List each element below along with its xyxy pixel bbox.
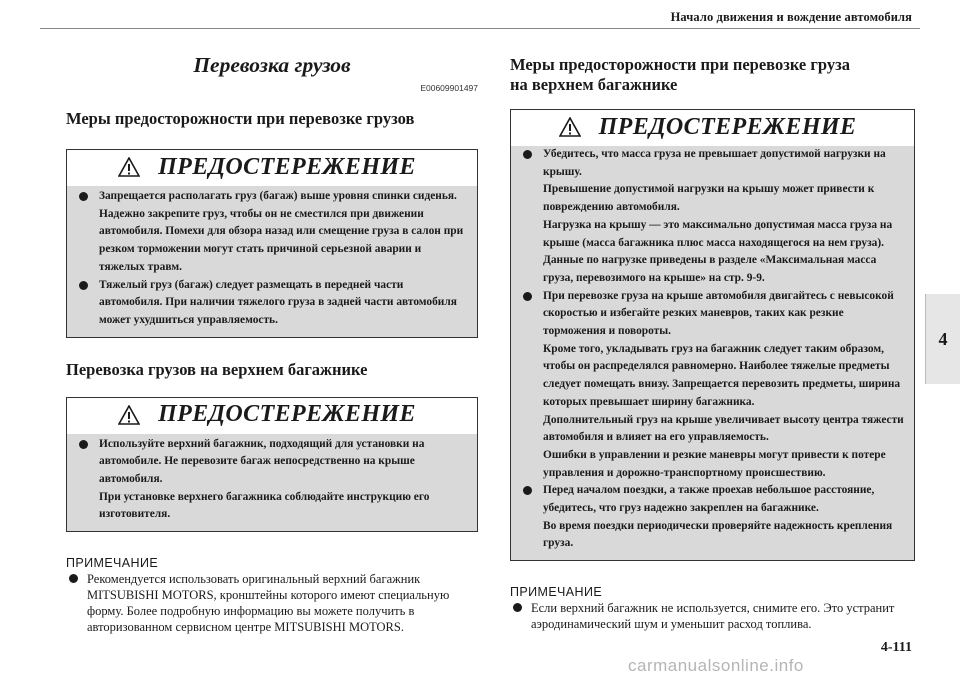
note-block (66, 556, 478, 635)
note-item (66, 571, 478, 635)
page-number: 4-111 (880, 640, 912, 655)
warning-bullet (521, 482, 904, 553)
right-column (510, 55, 915, 632)
warning-header (57, 398, 477, 434)
chapter-tab[interactable]: 4 (925, 294, 960, 384)
watermark: carmanualsonline.info (628, 656, 804, 675)
warning-body (67, 434, 477, 532)
warning-bullet (77, 436, 467, 525)
document-code: E00609901497 (420, 83, 478, 93)
warning-text: Убедитесь, что масса груза не превышает допустимой нагрузки на крышу. (543, 148, 886, 178)
section-heading-line: Меры предосторожности при перевозке груза (510, 55, 850, 74)
note-label: ПРИМЕЧАНИЕ (510, 585, 603, 600)
warning-text: Данные по нагрузке приведены в разделе «Максимальная масса груза, перевозимого на крыше» на стр. 9-9. (543, 254, 877, 284)
warning-text: При установке верхнего багажника соблюдайте инструкцию его изготовителя. (99, 490, 430, 521)
warning-text: Перед началом поездки, а также проехав небольшое расстояние, убедитесь, что груз надежно закреплен на багажнике. (543, 484, 875, 515)
warning-text: Превышение допустимой нагрузки на крышу может привести к повреждению автомобиля. (543, 183, 875, 214)
warning-triangle-icon (559, 117, 581, 137)
warning-bullet-text (543, 288, 904, 483)
warning-header (501, 110, 914, 146)
warning-box-roof-load (510, 109, 915, 561)
left-column (66, 50, 478, 635)
warning-bullet-text (543, 146, 904, 288)
warning-header (57, 150, 477, 186)
page-title: Перевозка грузов (193, 53, 351, 77)
warning-triangle-icon (118, 405, 140, 425)
warning-text: Тяжелый груз (багаж) следует размещать в передней части автомобиля. При наличии тяжелого груза в задней части автомобиля может ухудшиться управляемость. (99, 278, 457, 326)
bullet-dot (523, 486, 532, 495)
warning-heading: ПРЕДОСТЕРЕЖЕНИЕ (158, 401, 416, 428)
warning-heading: ПРЕДОСТЕРЕЖЕНИЕ (598, 113, 857, 140)
warning-text: Ошибки в управлении и резкие маневры могут привести к потере управления и дорожно-транспортному происшествию. (543, 448, 886, 479)
note-item (510, 600, 915, 632)
section-heading-roof-rack: Перевозка грузов на верхнем багажнике (66, 359, 368, 379)
chapter-header: Начало движения и вождение автомобиля (670, 10, 912, 24)
section-heading-precautions: Меры предосторожности при перевозке грузов (66, 109, 415, 128)
warning-text: Нагрузка на крышу — это максимально допустимая масса груза на крыше (масса багажника плюс масса находящегося на нем груза). (543, 218, 893, 249)
section-heading-line: на верхнем багажнике (510, 75, 678, 94)
warning-box-cargo (66, 149, 478, 338)
warning-text: Дополнительный груз на крыше увеличивает высоту центра тяжести автомобиля и влияет на его управляемость. (543, 413, 904, 444)
warning-body (67, 186, 477, 337)
bullet-dot (523, 292, 532, 301)
warning-box-roof-rack (66, 397, 478, 533)
bullet-dot (69, 574, 78, 583)
note-block (510, 585, 915, 632)
warning-text: При перевозке груза на крыше автомобиля двигайтесь с невысокой скоростью и избегайте резких маневров, таких как резкие торможения и повороты. (543, 289, 894, 338)
warning-bullet (77, 188, 467, 277)
note-label: ПРИМЕЧАНИЕ (66, 556, 159, 571)
warning-text: Запрещается располагать груз (багаж) выше уровня спинки сиденья. Надежно закрепите груз, чтобы он не сместился при движении автомобиля. Помехи для обзора назад или смещение груза в салон при резком торможении могут стать причиной серьезной аварии и тяжелых травм. (99, 190, 464, 273)
bullet-dot (523, 150, 532, 159)
warning-bullet (521, 146, 904, 288)
warning-text: Во время поездки периодически проверяйте надежность крепления груза. (543, 519, 893, 550)
warning-bullet (77, 277, 467, 330)
warning-text: Используйте верхний багажник, подходящий для установки на автомобиле. Не перевозите багаж непосредственно на крыше автомобиля. (99, 437, 425, 486)
bullet-dot (79, 192, 88, 201)
note-text: Рекомендуется использовать оригинальный верхний багажник MITSUBISHI MOTORS, кронштейны которого имеют специальную форму. Более подробную информацию вы можете получить в авторизованном сервисном центре MITSUBISHI MOTORS. (87, 572, 450, 635)
note-text: Если верхний багажник не используется, снимите его. Это устранит аэродинамический шум и уменьшит расход топлива. (531, 601, 895, 632)
warning-body (511, 146, 914, 560)
header-rule (40, 28, 920, 29)
warning-heading: ПРЕДОСТЕРЕЖЕНИЕ (158, 153, 416, 180)
warning-triangle-icon (118, 157, 140, 177)
bullet-dot (79, 281, 88, 290)
warning-bullet (521, 288, 904, 483)
warning-bullet-text (99, 436, 467, 525)
bullet-dot (513, 603, 522, 612)
warning-bullet-text (543, 482, 904, 553)
warning-text: Кроме того, укладывать груз на багажник следует таким образом, чтобы он распределялся равномерно. Наиболее тяжелые предметы следует помещать внизу. Запрещается перевозить предметы, ширина которых превышает ширину багажника. (543, 342, 901, 408)
bullet-dot (79, 440, 88, 449)
section-heading-roof-precautions (510, 55, 915, 95)
